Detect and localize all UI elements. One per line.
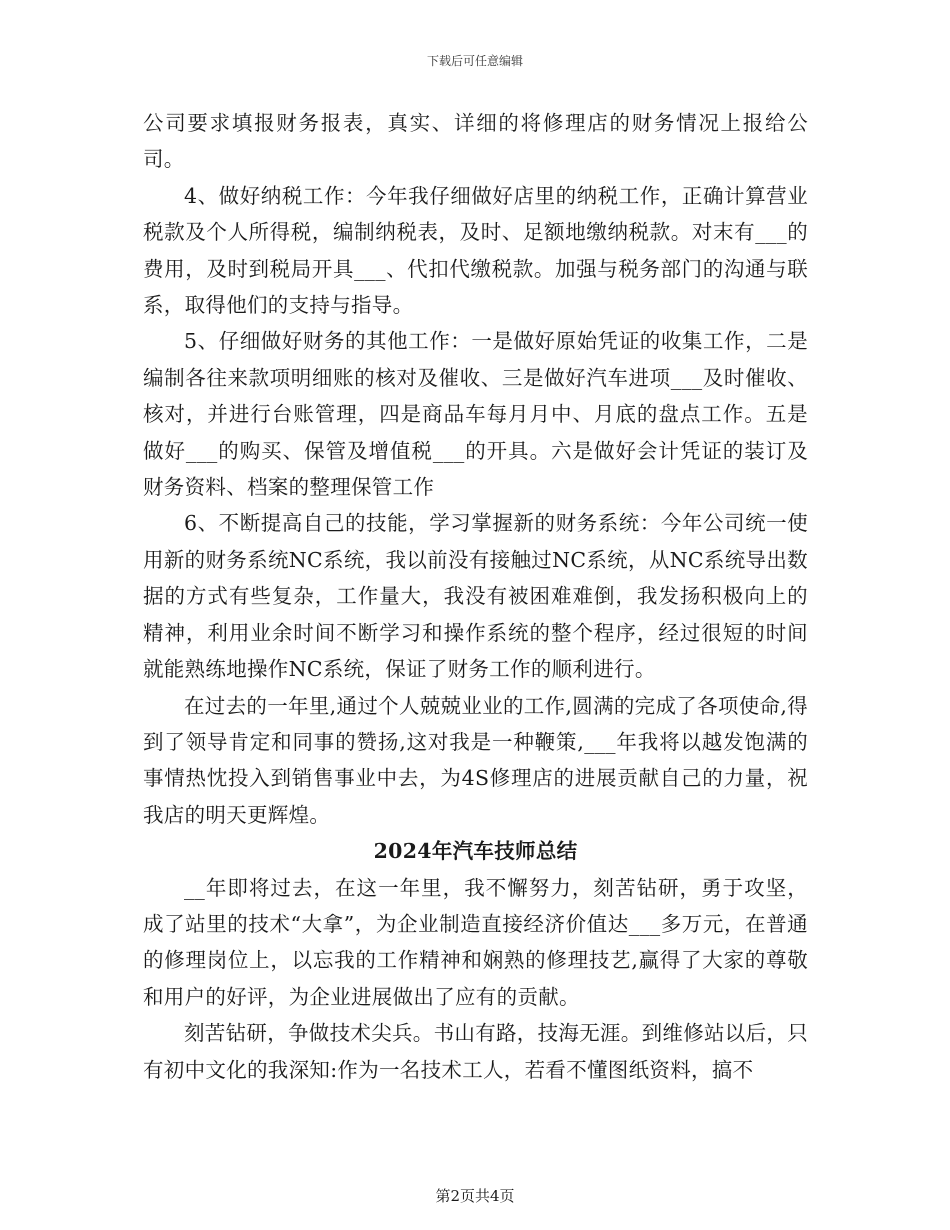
paragraph-other-finance-work: 5、仔细做好财务的其他工作：一是做好原始凭证的收集工作，二是编制各往来款项明细账的核对及催收、三是做好汽车进项___及时催收、核对，并进行台账管理，四是商品车每月月中、月底的盘点工作。五是做好___的购买、保管及增值税___的开具。六是做好会计凭证的装订及财务资料、档案的整理保管工作 [143,329,808,500]
section-title: 2024年汽车技师总结 [373,839,578,864]
document-body [143,105,808,1088]
page-footer: 第2页共4页 [435,1187,515,1205]
paragraph-continuation: 公司要求填报财务报表，真实、详细的将修理店的财务情况上报给公司。 [143,111,808,172]
paragraph-year-summary: 在过去的一年里,通过个人兢兢业业的工作,圆满的完成了各项使命,得到了领导肯定和同事的赞扬,这对我是一种鞭策,___年我将以越发饱满的事情热忱投入到销售事业中去，为4S修理店的进展贡献自己的力量，祝我店的明天更辉煌。 [143,693,808,827]
page-header: 下载后可任意编辑 [426,54,523,68]
paragraph-technician-intro: __年即将过去，在这一年里，我不懈努力，刻苦钻研，勇于攻坚，成了站里的技术“大拿”，为企业制造直接经济价值达___多万元，在普通的修理岗位上，以忘我的工作精神和娴熟的修理技艺,赢得了大家的尊敬和用户的好评，为企业进展做出了应有的贡献。 [143,875,808,1009]
paragraph-tax-work: 4、做好纳税工作：今年我仔细做好店里的纳税工作，正确计算营业税款及个人所得税，编制纳税表，及时、足额地缴纳税款。对末有___的费用，及时到税局开具___、代扣代缴税款。加强与税务部门的沟通与联系，取得他们的支持与指导。 [143,183,808,318]
paragraph-skills-nc-system: 6、不断提高自己的技能，学习掌握新的财务系统：今年公司统一使用新的财务系统NC系统，我以前没有接触过NC系统，从NC系统导出数据的方式有些复杂，工作量大，我没有被困难难倒，我发扬积极向上的精神，利用业余时间不断学习和操作系统的整个程序，经过很短的时间就能熟练地操作NC系统，保证了财务工作的顺利进行。 [143,511,808,682]
paragraph-technician-study: 刻苦钻研，争做技术尖兵。书山有路，技海无涯。到维修站以后，只有初中文化的我深知:作为一名技术工人，若看不懂图纸资料，搞不 [143,1021,808,1082]
